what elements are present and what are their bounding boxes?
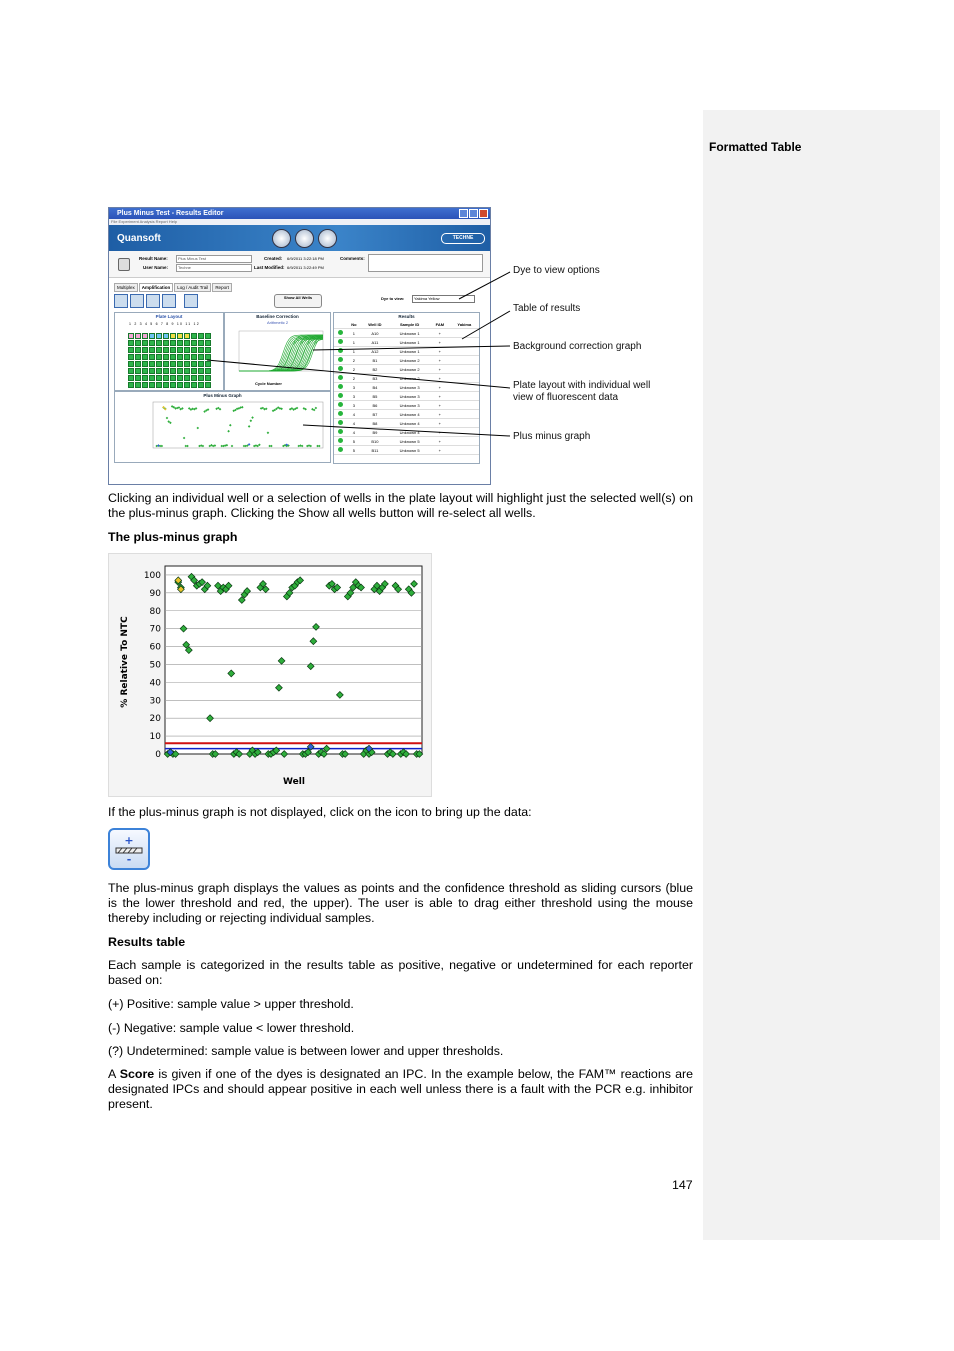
results-title: Results	[398, 314, 415, 319]
plate-well	[198, 361, 204, 367]
plate-well	[205, 354, 211, 360]
table-cell: 1	[347, 338, 361, 347]
result-name-label: Result Name:	[139, 256, 168, 261]
p5-rest: is given if one of the dyes is designated an IPC. In the example below, the FAM™ reactions are designated IPCs and should appear positive in each well unless there is a fault with the PCR e.g. inhibitor present.	[108, 1067, 693, 1111]
table-cell	[450, 347, 479, 356]
status-dot-icon	[338, 375, 343, 380]
table-cell: 3	[347, 401, 361, 410]
plate-layout-title: Plate Layout	[155, 314, 183, 319]
plate-well	[191, 333, 197, 339]
table-cell	[450, 401, 479, 410]
plate-well	[163, 382, 169, 388]
plate-well	[156, 354, 162, 360]
bullet-negative: (-) Negative: sample value < lower threshold.	[108, 1021, 355, 1035]
status-dot-icon	[338, 348, 343, 353]
show-all-wells-button: Show All Wells	[274, 294, 322, 308]
plate-well	[205, 340, 211, 346]
annotation-plusminus: Plus minus graph	[513, 431, 591, 442]
table-cell	[450, 365, 479, 374]
y-tick-label: 70	[149, 624, 161, 635]
plate-well	[149, 333, 155, 339]
plate-well	[198, 382, 204, 388]
table-row[interactable]	[334, 383, 479, 392]
table-cell: B4	[361, 383, 389, 392]
tab-report: Report	[212, 283, 232, 292]
plate-well	[177, 375, 183, 381]
table-cell: B11	[361, 446, 389, 455]
plate-well	[170, 368, 176, 374]
table-row[interactable]	[334, 419, 479, 428]
table-cell: Unknown 2	[389, 356, 430, 365]
table-cell: 4	[347, 419, 361, 428]
table-cell: +	[430, 338, 449, 347]
heading-results-table: Results table	[108, 935, 186, 949]
plate-well	[149, 382, 155, 388]
paragraph-3: The plus-minus graph displays the values as points and the confidence threshold as sliding cursors (blue is the lower threshold and red, the upper). The user is able to drag either threshold using the mouse thereby including or rejecting individual samples.	[108, 881, 693, 925]
toolbar-report-icon	[318, 229, 337, 248]
plate-well	[156, 347, 162, 353]
plate-well	[142, 354, 148, 360]
svg-text:-: -	[126, 853, 132, 866]
plate-well	[177, 354, 183, 360]
plate-well	[184, 347, 190, 353]
plate-well	[205, 368, 211, 374]
baseline-xlabel: Cycle Number	[255, 381, 282, 386]
table-cell: +	[430, 401, 449, 410]
plate-well	[191, 361, 197, 367]
table-row[interactable]	[334, 437, 479, 446]
table-cell: 5	[347, 437, 361, 446]
tab-strip	[114, 283, 232, 292]
result-info-panel	[109, 251, 490, 278]
plus-minus-small-plot	[115, 400, 330, 460]
plate-well	[128, 340, 134, 346]
result-name-field: Plus Minus Test	[176, 255, 252, 263]
plate-well	[198, 368, 204, 374]
plate-well	[177, 382, 183, 388]
table-cell: 2	[347, 374, 361, 383]
plate-well	[149, 347, 155, 353]
y-tick-label: 100	[143, 570, 161, 581]
modified-label: Last Modified:	[254, 265, 285, 270]
table-cell: +	[430, 419, 449, 428]
minimize-icon	[459, 209, 468, 218]
tab-log-audit: Log / Audit Trail	[174, 283, 211, 292]
plate-well	[135, 361, 141, 367]
table-cell: +	[430, 428, 449, 437]
status-dot-icon	[338, 366, 343, 371]
plate-well	[198, 375, 204, 381]
table-cell	[450, 419, 479, 428]
techne-logo: TECHNE	[441, 233, 485, 244]
table-cell: Unknown 2	[389, 365, 430, 374]
y-tick-label: 30	[149, 696, 161, 707]
plus-minus-icon-glyph	[110, 830, 148, 868]
table-cell: Unknown 1	[389, 338, 430, 347]
plate-well	[205, 333, 211, 339]
plus-minus-graph-icon[interactable]	[108, 828, 150, 870]
status-dot-icon	[338, 384, 343, 389]
table-cell: +	[430, 446, 449, 455]
table-cell: B1	[361, 356, 389, 365]
svg-text:+: +	[124, 834, 134, 847]
results-panel	[333, 312, 480, 464]
window-titlebar	[109, 208, 490, 219]
plate-well	[135, 354, 141, 360]
dye-to-view-label: Dye to view:	[381, 296, 405, 301]
plate-well	[135, 375, 141, 381]
table-cell: +	[430, 410, 449, 419]
plate-well	[184, 361, 190, 367]
table-cell: +	[430, 383, 449, 392]
table-row[interactable]	[334, 329, 479, 338]
table-cell: A12	[361, 347, 389, 356]
plate-well	[156, 333, 162, 339]
table-cell	[450, 338, 479, 347]
plate-well	[184, 375, 190, 381]
plate-layout-panel	[114, 312, 224, 391]
plate-well	[205, 347, 211, 353]
table-cell: +	[430, 365, 449, 374]
plus-minus-chart	[108, 553, 432, 797]
y-tick-label: 20	[149, 714, 161, 725]
paragraph-2: If the plus-minus graph is not displayed, click on the icon to bring up the data:	[108, 805, 532, 819]
page-number: 147	[672, 1178, 693, 1192]
plate-well	[135, 382, 141, 388]
table-cell: 1	[347, 329, 361, 338]
table-cell: B10	[361, 437, 389, 446]
table-cell: +	[430, 392, 449, 401]
results-header: Well ID	[361, 320, 389, 329]
plate-well	[177, 361, 183, 367]
plot-area	[165, 566, 422, 754]
plate-well	[184, 340, 190, 346]
plate-well	[170, 347, 176, 353]
maximize-icon	[469, 209, 478, 218]
table-cell: +	[430, 437, 449, 446]
plate-well	[191, 340, 197, 346]
plate-well	[142, 347, 148, 353]
annotation-plate-line2: view of fluorescent data	[513, 392, 619, 403]
paragraph-1: Clicking an individual well or a selection of wells in the plate layout will highlight just the selected well(s) on the plus-minus graph. Clicking the Show all wells button will re-select all wells.	[108, 491, 693, 520]
baseline-panel	[224, 312, 331, 391]
plate-well	[149, 354, 155, 360]
plate-well	[156, 382, 162, 388]
comments-field	[368, 254, 483, 272]
plate-well	[128, 347, 134, 353]
plate-well	[170, 354, 176, 360]
table-row[interactable]	[334, 401, 479, 410]
table-row[interactable]	[334, 374, 479, 383]
plate-well	[156, 375, 162, 381]
user-name-label: User Name:	[143, 265, 169, 270]
plate-well	[156, 340, 162, 346]
bullet-positive: (+) Positive: sample value > upper threshold.	[108, 997, 354, 1011]
plate-well	[177, 347, 183, 353]
plate-well	[142, 333, 148, 339]
margin-comment-panel	[703, 110, 940, 1240]
plus-minus-view-icon	[184, 294, 198, 308]
tab-amplification: Amplification	[139, 283, 174, 292]
plate-well	[135, 368, 141, 374]
plus-minus-small-panel	[114, 391, 331, 463]
table-cell: B9	[361, 428, 389, 437]
baseline-subtitle: Arithmetic 2	[266, 320, 289, 325]
table-cell: +	[430, 356, 449, 365]
plate-well	[177, 333, 183, 339]
menu-bar: File Experiment Analysis Report Help	[109, 219, 490, 225]
table-cell: Unknown 4	[389, 419, 430, 428]
table-row[interactable]	[334, 347, 479, 356]
plate-well	[184, 333, 190, 339]
plate-well	[163, 354, 169, 360]
y-tick-label: 50	[149, 660, 161, 671]
plate-well	[128, 361, 134, 367]
table-cell: Unknown 3	[389, 383, 430, 392]
table-cell: B5	[361, 392, 389, 401]
plate-well	[184, 354, 190, 360]
table-cell: B3	[361, 374, 389, 383]
chart-xlabel: Well	[283, 777, 305, 787]
plate-well	[184, 382, 190, 388]
plate-well	[191, 347, 197, 353]
toolbar-close-icon	[272, 229, 291, 248]
table-cell: 5	[347, 446, 361, 455]
table-cell: B2	[361, 365, 389, 374]
baseline-curves	[225, 327, 330, 387]
close-icon	[479, 209, 488, 218]
plate-well	[149, 368, 155, 374]
plate-well	[163, 340, 169, 346]
y-tick-label: 0	[155, 750, 161, 760]
view-icons	[114, 294, 198, 308]
plate-well	[128, 382, 134, 388]
table-row[interactable]	[334, 365, 479, 374]
graph-view-icon	[130, 294, 144, 308]
plate-well	[163, 333, 169, 339]
plate-well	[170, 382, 176, 388]
table-cell	[450, 410, 479, 419]
table-cell: Unknown 4	[389, 410, 430, 419]
table-row[interactable]	[334, 338, 479, 347]
results-header: Yakima	[450, 320, 479, 329]
y-tick-label: 90	[149, 588, 161, 599]
table-cell: 1	[347, 347, 361, 356]
table-cell: B8	[361, 419, 389, 428]
table-cell	[450, 356, 479, 365]
toolbar-save-icon	[295, 229, 314, 248]
plate-well	[128, 333, 134, 339]
baseline-view-icon	[162, 294, 176, 308]
table-cell: +	[430, 347, 449, 356]
status-dot-icon	[338, 330, 343, 335]
plate-well	[205, 361, 211, 367]
y-tick-label: 10	[149, 732, 161, 743]
plate-well	[142, 368, 148, 374]
table-cell: 4	[347, 428, 361, 437]
plate-well	[142, 340, 148, 346]
table-cell: A10	[361, 329, 389, 338]
table-cell: +	[430, 374, 449, 383]
table-cell: B6	[361, 401, 389, 410]
baseline-title: Baseline Correction	[256, 314, 299, 319]
results-header: FAM	[430, 320, 449, 329]
plate-well	[163, 361, 169, 367]
y-tick-label: 60	[149, 642, 161, 653]
plate-well	[142, 382, 148, 388]
annotation-background: Background correction graph	[513, 341, 642, 352]
chart-ylabel: % Relative To NTC	[120, 616, 130, 708]
quansoft-logo: Quansoft	[117, 233, 161, 244]
plate-well	[205, 382, 211, 388]
plate-well	[135, 333, 141, 339]
plate-well	[177, 368, 183, 374]
y-tick-label: 80	[149, 606, 161, 617]
plate-well	[156, 361, 162, 367]
results-header-status	[334, 320, 347, 329]
created-label: Created:	[264, 256, 283, 261]
table-cell: +	[430, 329, 449, 338]
table-cell	[450, 437, 479, 446]
status-dot-icon	[338, 411, 343, 416]
plate-well	[198, 333, 204, 339]
table-cell: A11	[361, 338, 389, 347]
status-dot-icon	[338, 393, 343, 398]
paragraph-4: Each sample is categorized in the results table as positive, negative or undetermined for each reporter based on:	[108, 958, 693, 987]
plate-well	[198, 354, 204, 360]
user-name-field: Techne	[176, 264, 252, 272]
comments-label: Comments:	[340, 256, 365, 261]
table-cell: 2	[347, 365, 361, 374]
plate-well	[191, 382, 197, 388]
y-tick-label: 40	[149, 678, 161, 689]
created-value: 6/9/2011 3:22:18 PM	[287, 256, 324, 261]
status-dot-icon	[338, 438, 343, 443]
plate-well	[142, 375, 148, 381]
plate-well	[128, 368, 134, 374]
annotation-dye: Dye to view options	[513, 265, 600, 276]
plate-well	[163, 375, 169, 381]
table-cell: Unknown 1	[389, 329, 430, 338]
table-cell: B7	[361, 410, 389, 419]
plate-view-icon	[114, 294, 128, 308]
plate-well	[191, 375, 197, 381]
status-dot-icon	[338, 402, 343, 407]
plate-well	[177, 340, 183, 346]
table-cell	[450, 392, 479, 401]
annotation-plate-line1: Plate layout with individual well	[513, 380, 651, 391]
results-header: Sample ID	[389, 320, 430, 329]
table-cell	[450, 374, 479, 383]
plate-well	[128, 354, 134, 360]
table-cell: Unknown 2	[389, 374, 430, 383]
plate-well	[198, 340, 204, 346]
plate-well	[184, 368, 190, 374]
plate-well	[205, 375, 211, 381]
plus-minus-small-title: Plus Minus Graph	[203, 393, 242, 398]
p5-start: A	[108, 1067, 120, 1081]
status-dot-icon	[338, 447, 343, 452]
plate-well	[142, 361, 148, 367]
table-cell: 4	[347, 410, 361, 419]
plate-well	[156, 368, 162, 374]
paragraph-5	[108, 1067, 693, 1112]
plate-well	[170, 340, 176, 346]
bullet-undetermined: (?) Undetermined: sample value is between lower and upper thresholds.	[108, 1044, 504, 1058]
modified-value: 6/9/2011 3:22:49 PM	[287, 265, 324, 270]
status-dot-icon	[338, 357, 343, 362]
plate-well	[135, 340, 141, 346]
plate-column-numbers: 1 2 3 4 5 6 7 8 9 10 11 12	[129, 322, 200, 326]
plate-well	[149, 375, 155, 381]
dye-select: Yakima Yellow	[412, 295, 475, 303]
margin-label: Formatted Table	[709, 140, 802, 154]
table-row[interactable]	[334, 356, 479, 365]
status-dot-icon	[338, 339, 343, 344]
plate-well	[163, 368, 169, 374]
results-table	[334, 320, 479, 455]
status-dot-icon	[338, 429, 343, 434]
table-row[interactable]	[334, 428, 479, 437]
tab-multiplex: Multiplex	[114, 283, 138, 292]
plate-well	[149, 340, 155, 346]
plate-well	[149, 361, 155, 367]
table-cell: Unknown 5	[389, 437, 430, 446]
results-header: No	[347, 320, 361, 329]
table-cell: Unknown 4	[389, 428, 430, 437]
table-cell: Unknown 3	[389, 392, 430, 401]
table-view-icon	[146, 294, 160, 308]
plate-well	[128, 375, 134, 381]
plate-well	[191, 354, 197, 360]
table-cell	[450, 383, 479, 392]
plate-well	[135, 347, 141, 353]
table-cell: Unknown 1	[389, 347, 430, 356]
table-row[interactable]	[334, 410, 479, 419]
results-editor-screenshot	[108, 207, 491, 485]
plate-well	[170, 361, 176, 367]
table-cell	[450, 446, 479, 455]
table-row[interactable]	[334, 392, 479, 401]
p5-score: Score	[119, 1067, 155, 1081]
table-cell: Unknown 5	[389, 446, 430, 455]
plate-well	[163, 347, 169, 353]
status-dot-icon	[338, 420, 343, 425]
table-cell: 3	[347, 383, 361, 392]
plate-well	[191, 368, 197, 374]
table-cell: 3	[347, 392, 361, 401]
window-title: Plus Minus Test - Results Editor	[117, 210, 224, 217]
heading-plus-minus: The plus-minus graph	[108, 530, 238, 544]
table-cell	[450, 428, 479, 437]
table-row[interactable]	[334, 446, 479, 455]
plate-well	[170, 333, 176, 339]
table-cell: Unknown 3	[389, 401, 430, 410]
plus-minus-chart-svg	[109, 554, 431, 796]
table-cell: 2	[347, 356, 361, 365]
plate-well	[170, 375, 176, 381]
annotation-table: Table of results	[513, 303, 581, 314]
brand-bar	[109, 225, 490, 251]
lock-icon	[118, 258, 130, 271]
plate-grid	[128, 333, 211, 388]
table-cell	[450, 329, 479, 338]
plate-well	[198, 347, 204, 353]
